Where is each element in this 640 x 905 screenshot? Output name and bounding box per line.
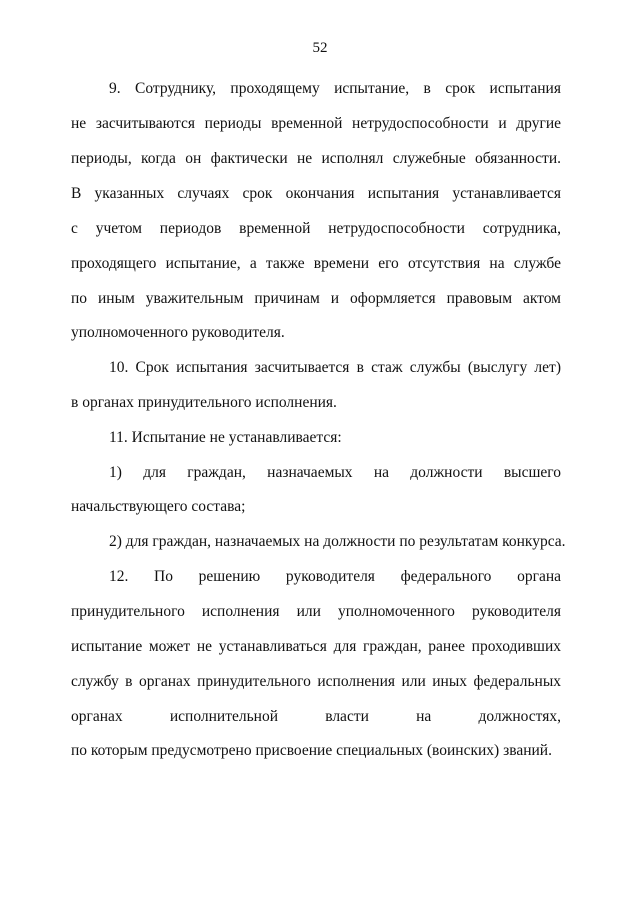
page-number: 52 [312,40,328,56]
paragraph-9-line-5: с учетом периодов временной нетрудоспособности сотрудника, [71,220,561,237]
paragraph-10-line-1: 10. Срок испытания засчитывается в стаж службы (выслугу лет) [109,359,561,376]
paragraph-9-line-4: В указанных случаях срок окончания испытания устанавливается [71,185,561,202]
paragraph-11-item-1-line-2: начальствующего состава; [71,498,246,515]
paragraph-12-line-5: органах исполнительной власти на должностях, [71,708,561,725]
paragraph-12-line-1: 12. По решению руководителя федерального органа [109,568,561,585]
paragraph-9-line-6: проходящего испытание, а также времени его отсутствия на службе [71,255,561,272]
paragraph-9-line-3: периоды, когда он фактически не исполнял служебные обязанности. [71,150,561,167]
paragraph-11-line-1: 11. Испытание не устанавливается: [109,429,342,446]
paragraph-12-line-2: принудительного исполнения или уполномоченного руководителя [71,603,561,620]
paragraph-9-line-1: 9. Сотруднику, проходящему испытание, в срок испытания [109,80,561,97]
paragraph-12-line-6: по которым предусмотрено присвоение специальных (воинских) званий. [71,742,552,759]
paragraph-9-line-8: уполномоченного руководителя. [71,324,285,341]
paragraph-9-line-7: по иным уважительным причинам и оформляется правовым актом [71,290,561,307]
paragraph-12-line-3: испытание может не устанавливаться для граждан, ранее проходивших [71,638,561,655]
paragraph-12-line-4: службу в органах принудительного исполнения или иных федеральных [71,673,561,690]
paragraph-11-item-2-line-1: 2) для граждан, назначаемых на должности по результатам конкурса. [109,533,566,550]
paragraph-9-line-2: не засчитываются периоды временной нетрудоспособности и другие [71,115,561,132]
paragraph-11-item-1-line-1: 1) для граждан, назначаемых на должности высшего [109,464,561,481]
paragraph-10-line-2: в органах принудительного исполнения. [71,394,337,411]
